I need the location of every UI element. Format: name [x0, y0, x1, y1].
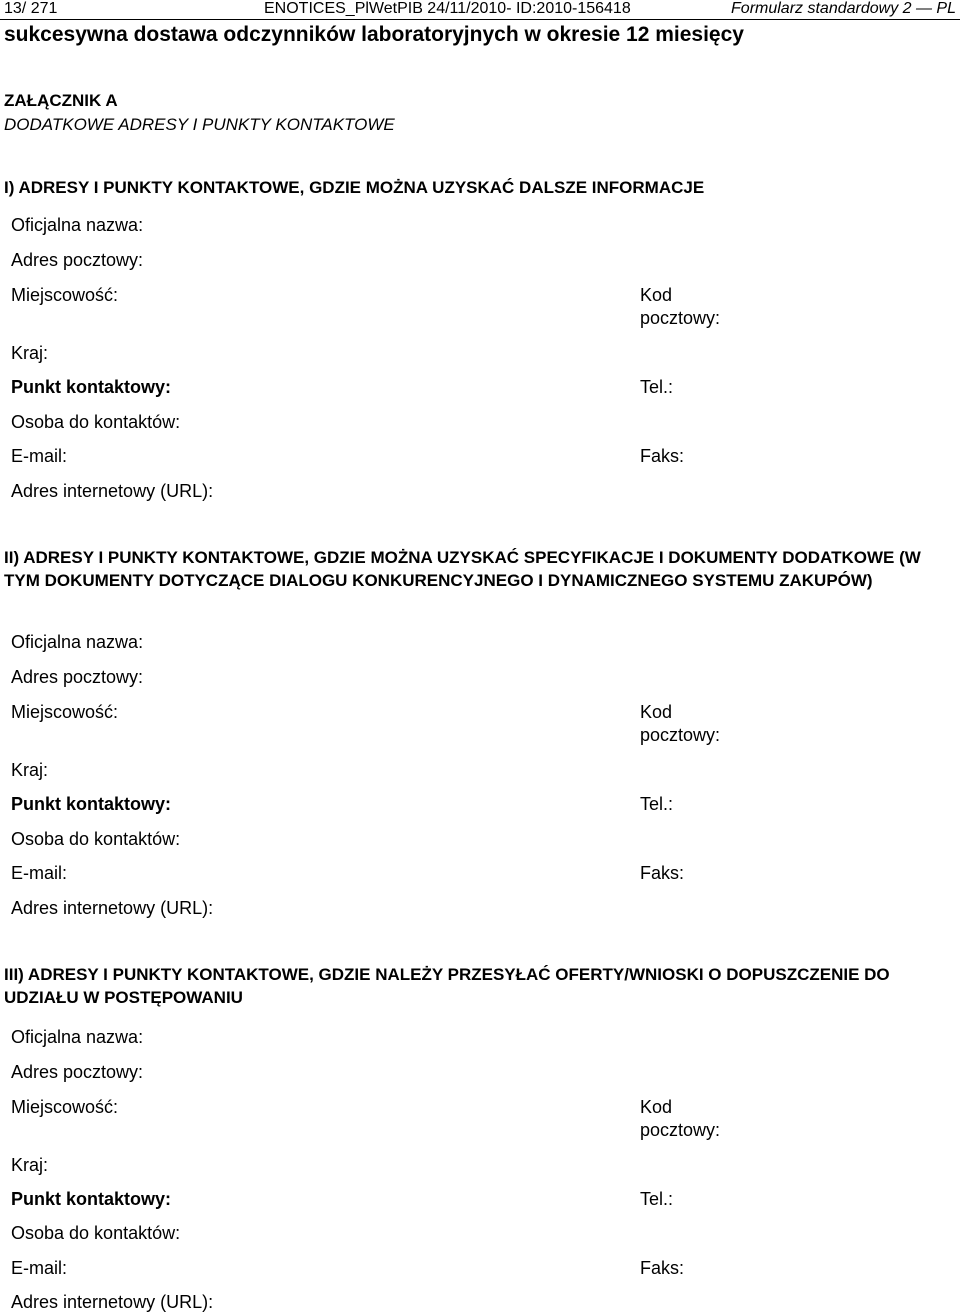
s2-internet-address-label: Adres internetowy (URL):: [11, 898, 214, 918]
s1-contact-point-label: Punkt kontaktowy:: [11, 377, 172, 397]
header-divider: [0, 19, 960, 20]
s3-internet-address-label: Adres internetowy (URL):: [11, 1292, 214, 1312]
s1-fax-label: Faks:: [640, 446, 685, 466]
s1-official-name-label: Oficjalna nazwa:: [11, 215, 144, 235]
s1-contact-person-label: Osoba do kontaktów:: [11, 412, 181, 432]
annex-subtitle: DODATKOWE ADRESY I PUNKTY KONTAKTOWE: [4, 115, 395, 134]
s1-internet-address-label: Adres internetowy (URL):: [11, 481, 214, 501]
s3-postal-code-label-line1: Kod: [640, 1097, 673, 1117]
s2-postal-address-label: Adres pocztowy:: [11, 667, 144, 687]
s3-town-label: Miejscowość:: [11, 1097, 119, 1117]
section-1-heading: I) ADRESY I PUNKTY KONTAKTOWE, GDZIE MOŻNA UZYSKAĆ DALSZE INFORMACJE: [4, 178, 705, 197]
s3-email-label: E-mail:: [11, 1258, 68, 1278]
form-name: Formularz standardowy 2 — PL: [731, 0, 956, 17]
s2-official-name-label: Oficjalna nazwa:: [11, 632, 144, 652]
s1-postal-code-label-line1: Kod: [640, 285, 673, 305]
s1-postal-address-label: Adres pocztowy:: [11, 250, 144, 270]
s3-postal-address-label: Adres pocztowy:: [11, 1062, 144, 1082]
s3-postal-code-label-line2: pocztowy:: [640, 1120, 721, 1140]
s3-contact-person-label: Osoba do kontaktów:: [11, 1223, 181, 1243]
page-number: 13/ 271: [4, 0, 58, 17]
section-3-heading: III) ADRESY I PUNKTY KONTAKTOWE, GDZIE NALEŻY PRZESYŁAĆ OFERTY/WNIOSKI O DOPUSZCZENIE DO UDZIAŁU W POSTĘPOWANIU: [4, 965, 890, 1007]
s3-country-label: Kraj:: [11, 1155, 49, 1175]
s1-postal-code-label-line2: pocztowy:: [640, 308, 721, 328]
annex-title: ZAŁĄCZNIK A: [4, 91, 118, 110]
s1-email-label: E-mail:: [11, 446, 68, 466]
page-header: [0, 0, 960, 20]
s2-contact-person-label: Osoba do kontaktów:: [11, 829, 181, 849]
document-title: sukcesywna dostawa odczynników laboratoryjnych w okresie 12 miesięcy: [4, 23, 744, 46]
s2-country-label: Kraj:: [11, 760, 49, 780]
s2-fax-label: Faks:: [640, 863, 685, 883]
notice-reference: ENOTICES_PlWetPIB 24/11/2010- ID:2010-156418: [264, 0, 631, 17]
s3-contact-point-label: Punkt kontaktowy:: [11, 1189, 172, 1209]
s2-phone-label: Tel.:: [640, 794, 674, 814]
s2-postal-code-label-line1: Kod: [640, 702, 673, 722]
s1-town-label: Miejscowość:: [11, 285, 119, 305]
s2-postal-code-label-line2: pocztowy:: [640, 725, 721, 745]
s2-town-label: Miejscowość:: [11, 702, 119, 722]
s1-country-label: Kraj:: [11, 343, 49, 363]
s1-phone-label: Tel.:: [640, 377, 674, 397]
s3-fax-label: Faks:: [640, 1258, 685, 1278]
s2-contact-point-label: Punkt kontaktowy:: [11, 794, 172, 814]
s3-phone-label: Tel.:: [640, 1189, 674, 1209]
s3-official-name-label: Oficjalna nazwa:: [11, 1027, 144, 1047]
section-2-heading: II) ADRESY I PUNKTY KONTAKTOWE, GDZIE MOŻNA UZYSKAĆ SPECYFIKACJE I DOKUMENTY DODATKOWE (W TYM DOKUMENTY DOTYCZĄCE DIALOGU KONKURENCYJNEGO I DYNAMICZNEGO SYSTEMU ZAKUPÓW): [4, 548, 921, 590]
s2-email-label: E-mail:: [11, 863, 68, 883]
